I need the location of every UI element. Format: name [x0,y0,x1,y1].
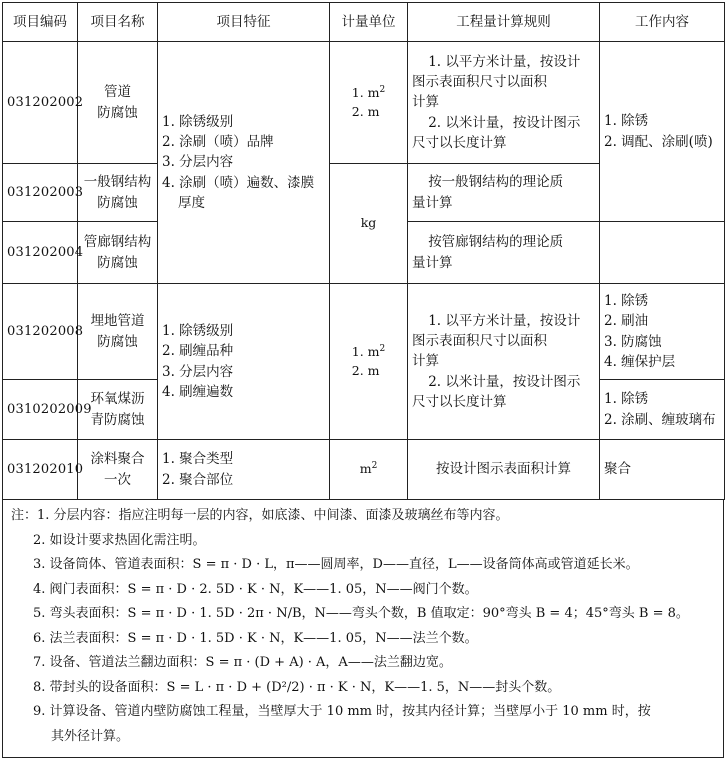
item-work: 1. 除锈 2. 调配、涂刷(喷) [600,42,725,222]
item-features: 1. 聚合类型 2. 聚合部位 [158,440,330,500]
item-features: 1. 除锈级别 2. 刷缠品种 3. 分层内容 4. 刷缠遍数 [158,284,330,440]
item-rule: 按管廊钢结构的理论质 量计算 [408,222,600,284]
note-line: 9. 计算设备、管道内壁防腐蚀工程量，当壁厚大于 10 mm 时，按其内径计算；当壁厚小于 10 mm 时，按 [33,704,651,719]
note-line: 3. 设备筒体、管道表面积：S = π · D · L，π——圆周率，D——直径，L——设备筒体高或管道延长米。 [33,557,639,572]
item-code: 0310202009 [3,380,78,440]
item-unit: $m^2$ [330,440,408,500]
item-rule: 1. 以平方米计量，按设计 图示表面积尺寸以面积 计算 2. 以米计量，按设计图示 尺寸以长度计算 [408,284,600,440]
item-code: 031202002 [3,42,78,164]
item-work: 1. 除锈 2. 刷油 3. 防腐蚀 4. 缠保护层 [600,284,725,380]
table-row [3,42,725,164]
note-line: 8. 带封头的设备面积：S = L · π · D + (D²/2) · π · K · N，K——1. 5，N——封头个数。 [33,679,561,695]
item-name: 环氧煤沥 青防腐蚀 [78,380,158,440]
item-unit: kg [330,164,408,284]
table-row [3,440,725,500]
item-code: 031202010 [3,440,78,500]
note-line: 6. 法兰表面积：S = π · D · 1. 5D · K · N，K——1. 05，N——法兰个数。 [33,630,478,646]
table-row [3,284,725,380]
item-code: 031202003 [3,164,78,222]
header-name: 项目名称 [78,3,158,42]
header-unit: 计量单位 [330,3,408,42]
item-rule: 1. 以平方米计量，按设计 图示表面积尺寸以面积 计算 2. 以米计量，按设计图示 尺寸以长度计算 [408,42,600,164]
item-work: 1. 除锈 2. 涂刷、缠玻璃布 [600,380,725,440]
item-name: 埋地管道 防腐蚀 [78,284,158,380]
note-line: 5. 弯头表面积：S = π · D · 1. 5D · 2π · N/B，N——弯头个数，B 值取定：90°弯头 B = 4；45°弯头 B = 8。 [33,606,689,621]
item-name: 一般钢结构 防腐蚀 [78,164,158,222]
item-code: 031202004 [3,222,78,284]
note-line: 2. 如设计要求热固化需注明。 [33,532,206,548]
note-line: 注：1. 分层内容：指应注明每一层的内容，如底漆、中间漆、面漆及玻璃丝布等内容。 [11,508,509,523]
item-name: 涂料聚合 一次 [78,440,158,500]
header-rule: 工程量计算规则 [408,3,600,42]
item-rule: 按设计图示表面积计算 [408,440,600,500]
item-rule: 按一般钢结构的理论质 量计算 [408,164,600,222]
header-row [3,3,725,42]
item-work-empty [600,222,725,284]
item-work: 聚合 [600,440,725,500]
item-code: 031202008 [3,284,78,380]
header-code: 项目编码 [3,3,78,42]
item-name: 管廊钢结构 防腐蚀 [78,222,158,284]
item-name: 管道 防腐蚀 [78,42,158,164]
note-line: 4. 阀门表面积：S = π · D · 2. 5D · K · N，K——1. 05，N——阀门个数。 [33,581,478,597]
note-line: 其外径计算。 [51,728,130,744]
header-work: 工作内容 [600,3,725,42]
spec-table [2,2,725,500]
notes-section [2,500,724,758]
item-unit: 1. $m^2$ 2. m [330,284,408,440]
header-features: 项目特征 [158,3,330,42]
item-features: 1. 除锈级别 2. 涂刷（喷）品牌 3. 分层内容 4. 涂刷（喷）遍数、漆膜 厚度 [158,42,330,284]
item-unit: 1. $m^2$ 2. m [330,42,408,164]
note-line: 7. 设备、管道法兰翻边面积：S = π · (D + A) · A，A——法兰翻边宽。 [33,655,452,670]
